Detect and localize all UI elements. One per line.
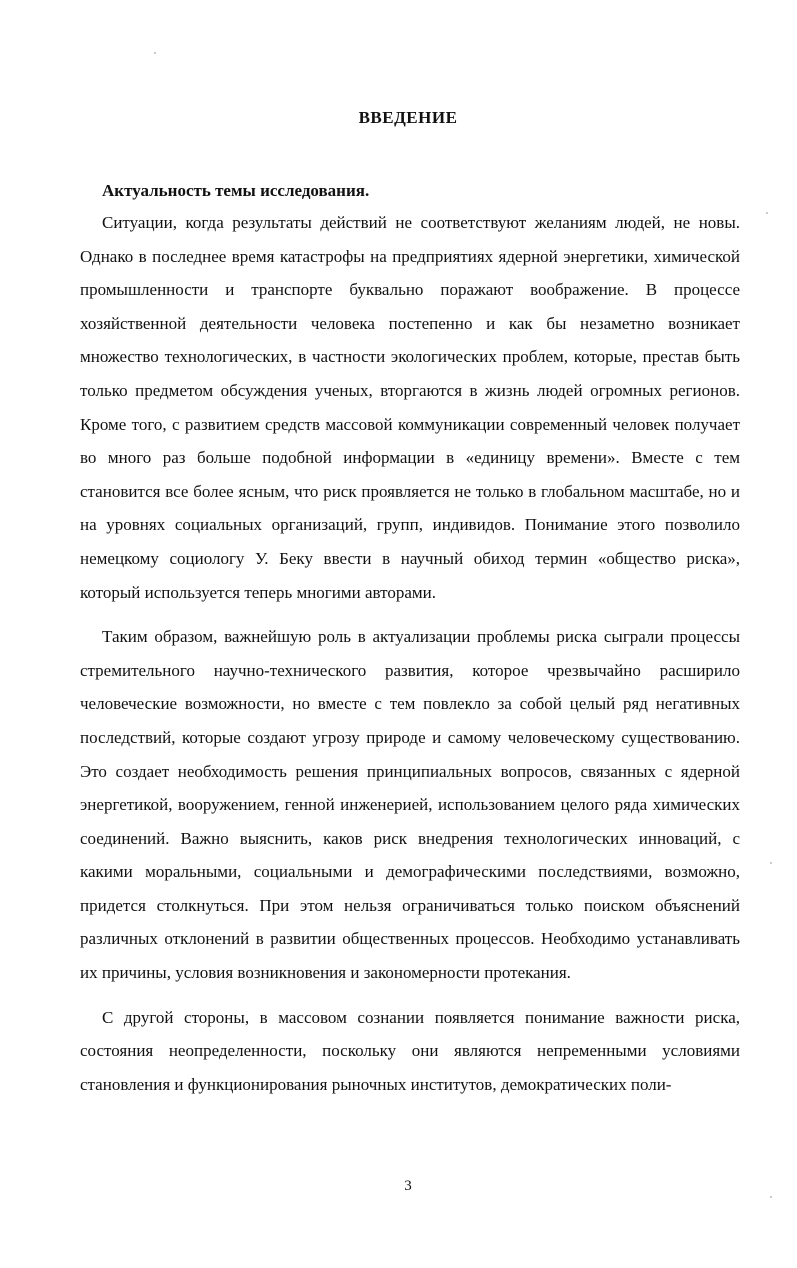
scan-speck (770, 862, 772, 864)
scan-speck (770, 1196, 772, 1198)
scan-speck (154, 52, 156, 54)
page-number: 3 (404, 1178, 412, 1194)
text-body (80, 176, 740, 1112)
paragraph: С другой стороны, в массовом сознании появляется понимание важности риска, состояния неопределенности, поскольку они являются непременными условиями становления и функционирования рыночных институтов, демократических поли- (80, 1007, 740, 1094)
paragraph: Таким образом, важнейшую роль в актуализации проблемы риска сыграли процессы стремительного научно-технического развития, которое чрезвычайно расширило человеческие возможности, но вместе с тем повлекло за собой целый ряд негативных последствий, которые создают угрозу природе и самому человеческому существованию. Это создает необходимость решения принципиальных вопросов, связанных с ядерной энергетикой, вооружением, генной инженерией, использованием целого ряда химических соединений. Важно выяснить, каков риск внедрения технологических инноваций, с какими моральными, социальными и демографическими последствиями, возможно, придется столкнуться. При этом нельзя ограничиваться только поиском объяснений различных отклонений в развитии общественных процессов. Необходимо устанавливать их причины, условия возникновения и закономерности протекания. (80, 627, 740, 983)
scan-speck (766, 212, 768, 214)
section-heading: Актуальность темы исследования. (102, 181, 370, 200)
page-title: ВВЕДЕНИЕ (358, 108, 458, 127)
paragraph: Ситуации, когда результаты действий не соответствуют желаниям людей, не новы. Однако в последнее время катастрофы на предприятиях ядерной энергетики, химической промышленности и транспорте буквально поражают воображение. В процессе хозяйственной деятельности человека постепенно и как бы незаметно возникает множество технологических, в частности экологических проблем, которые, престав быть только предметом обсуждения ученых, вторгаются в жизнь людей огромных регионов. Кроме того, с развитием средств массовой коммуникации современный человек получает во много раз больше подобной информации в «единицу времени». Вместе с тем становится все более ясным, что риск проявляется не только в глобальном масштабе, но и на уровнях социальных организаций, групп, индивидов. Понимание этого позволило немецкому социологу У. Беку ввести в научный обиход термин «общество риска», который используется теперь многими авторами. (80, 213, 740, 602)
